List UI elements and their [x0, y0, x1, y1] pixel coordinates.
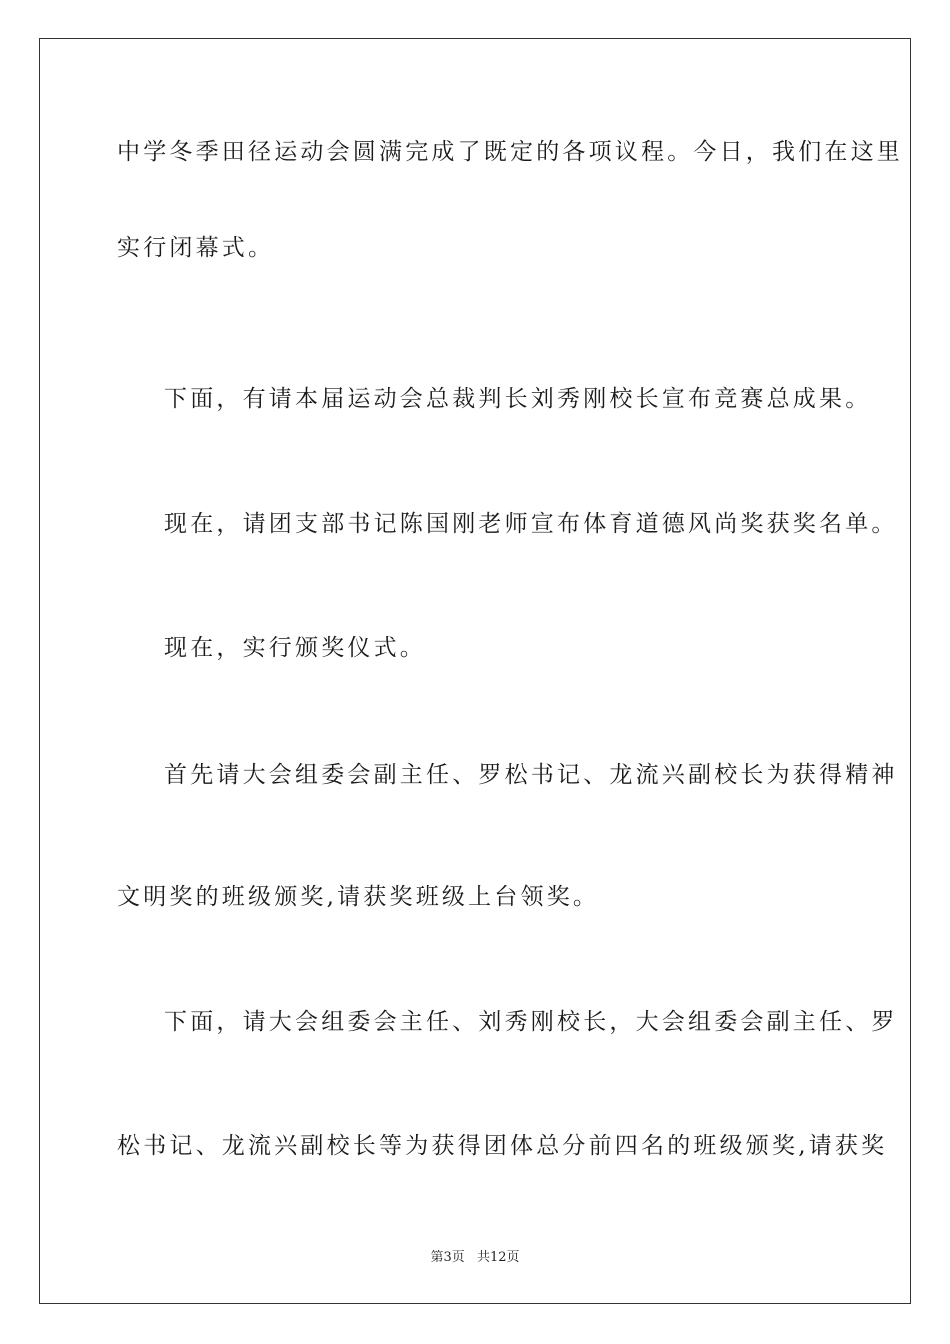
paragraph-line-1: 中学冬季田径运动会圆满完成了既定的各项议程。今日，我们在这里 [117, 139, 903, 165]
paragraph-line-7: 文明奖的班级颁奖,请获奖班级上台领奖。 [117, 884, 600, 910]
page-total: 共12页 [476, 1250, 520, 1265]
paragraph-line-9: 松书记、龙流兴副校长等为获得团体总分前四名的班级颁奖,请获奖 [117, 1133, 888, 1159]
page-number: 第3页 [430, 1250, 465, 1265]
paragraph-line-3: 下面，有请本届运动会总裁判长刘秀刚校长宣布竞赛总成果。 [164, 386, 872, 412]
paragraph-line-6: 首先请大会组委会副主任、罗松书记、龙流兴副校长为获得精神 [164, 762, 898, 788]
paragraph-line-8: 下面，请大会组委会主任、刘秀刚校长，大会组委会副主任、罗 [164, 1009, 898, 1035]
paragraph-line-5: 现在，实行颁奖仪式。 [164, 635, 426, 661]
page-footer [0, 1246, 950, 1265]
page-border [39, 38, 911, 1304]
paragraph-line-2: 实行闭幕式。 [117, 235, 275, 261]
paragraph-line-4: 现在，请团支部书记陈国刚老师宣布体育道德风尚奖获奖名单。 [164, 511, 898, 537]
